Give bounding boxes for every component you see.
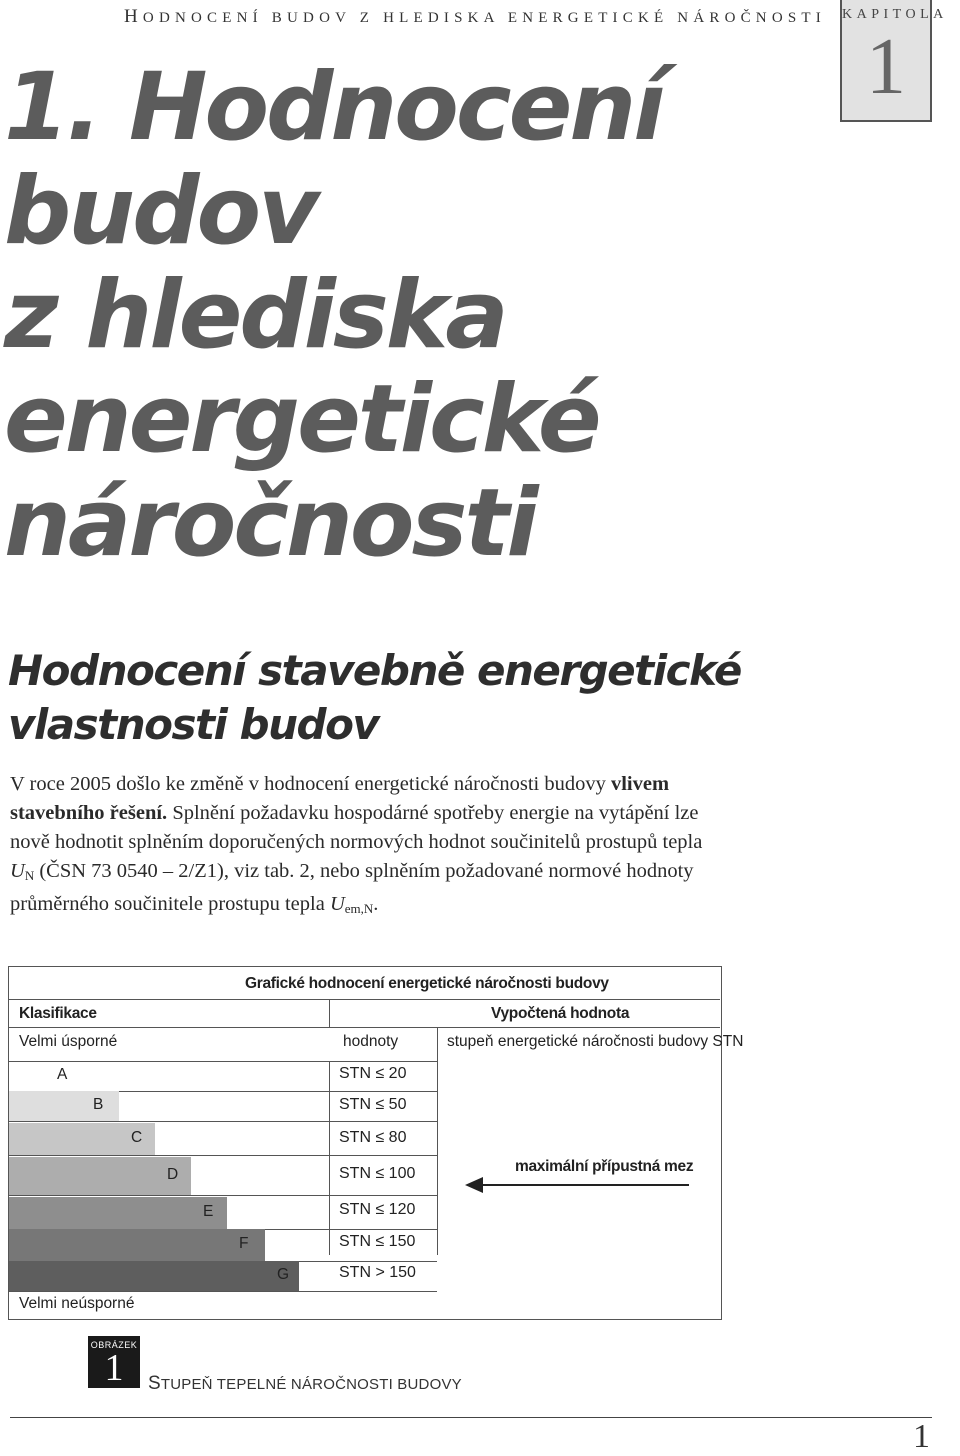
figure-title: Grafické hodnocení energetické náročnosti budovy bbox=[245, 975, 609, 992]
figure-label: OBRÁZEK bbox=[90, 1340, 138, 1350]
label-velmi-neusporne: Velmi neúsporné bbox=[19, 1295, 135, 1312]
class-bar-a bbox=[9, 1061, 81, 1091]
left-arrow-icon bbox=[465, 1177, 483, 1193]
row-divider bbox=[9, 1155, 437, 1156]
class-letter: B bbox=[93, 1096, 104, 1113]
class-bar-g bbox=[9, 1261, 299, 1291]
chapter-number: 1 bbox=[866, 23, 906, 111]
row-divider bbox=[9, 1061, 437, 1062]
class-bar-e bbox=[9, 1197, 227, 1229]
class-letter: A bbox=[57, 1066, 68, 1083]
class-bar-f bbox=[9, 1229, 265, 1261]
chapter-label: KAPITOLA bbox=[842, 7, 948, 22]
class-bar-d bbox=[9, 1157, 191, 1195]
figure-number: 1 bbox=[104, 1347, 124, 1389]
figure-number-box bbox=[88, 1336, 140, 1388]
row-divider bbox=[9, 1195, 437, 1196]
header-klasifikace: Klasifikace bbox=[19, 1005, 97, 1022]
max-limit-arrow-line bbox=[479, 1184, 689, 1186]
class-letter: C bbox=[131, 1129, 143, 1146]
class-letter: G bbox=[277, 1266, 290, 1283]
chapter-title-line: náročnosti bbox=[4, 469, 536, 578]
chapter-title-line: 1. Hodnocení bbox=[4, 53, 663, 162]
stn-value: STN ≤ 80 bbox=[339, 1129, 407, 1146]
stn-value: STN ≤ 150 bbox=[339, 1233, 416, 1250]
section-title-line: Hodnocení stavebně energetické bbox=[8, 646, 741, 695]
stn-value: STN ≤ 120 bbox=[339, 1201, 416, 1218]
row-divider bbox=[9, 1291, 437, 1292]
label-velmi-usporne: Velmi úsporné bbox=[19, 1033, 118, 1050]
figure-caption: STUPEŇ TEPELNÉ NÁROČNOSTI BUDOVY bbox=[148, 1373, 462, 1394]
stn-value: STN ≤ 20 bbox=[339, 1065, 407, 1082]
section-title-line: vlastnosti budov bbox=[8, 700, 379, 749]
footer-rule bbox=[10, 1417, 932, 1418]
max-limit-label: maximální přípustná mez bbox=[515, 1158, 694, 1175]
stn-value: STN ≤ 100 bbox=[339, 1165, 416, 1182]
chapter-title bbox=[4, 53, 663, 578]
stn-value: STN > 150 bbox=[339, 1264, 416, 1281]
body-paragraph: V roce 2005 došlo ke změně v hodnocení energetické náročnosti budovy vlivem stavebního řešení. Splnění požadavku hospodárné spotřeby energie na vytápění lze nově hodnotit splněním doporučených normových hodnot součinitelů prostupů tepla $U_N$ (ČSN 73 0540 – 2/Z1), viz tab. 2, nebo splněním požadované normové hodnoty průměrného součinitele prostupu tepla $U_{em,N}$. bbox=[10, 773, 703, 916]
row-divider bbox=[9, 1121, 437, 1122]
chapter-box bbox=[840, 0, 948, 122]
chapter-title-line: energetické bbox=[4, 365, 599, 474]
class-letter: F bbox=[239, 1235, 249, 1252]
chapter-title-line: z hlediska bbox=[4, 261, 506, 370]
section-title bbox=[8, 644, 741, 752]
stn-value: STN ≤ 50 bbox=[339, 1096, 407, 1113]
header-vypoctena: Vypočtená hodnota bbox=[491, 1005, 630, 1022]
running-head: HODNOCENÍ BUDOV Z HLEDISKA ENERGETICKÉ NÁROČNOSTI bbox=[124, 6, 826, 27]
energy-classification-figure bbox=[8, 966, 744, 1320]
label-stupen: stupeň energetické náročnosti budovy STN bbox=[447, 1033, 744, 1050]
class-letter: E bbox=[203, 1203, 214, 1220]
label-hodnoty: hodnoty bbox=[343, 1033, 399, 1050]
chapter-title-line: budov bbox=[4, 157, 317, 266]
page-number: 1 bbox=[913, 1418, 930, 1455]
class-letter: D bbox=[167, 1166, 179, 1183]
